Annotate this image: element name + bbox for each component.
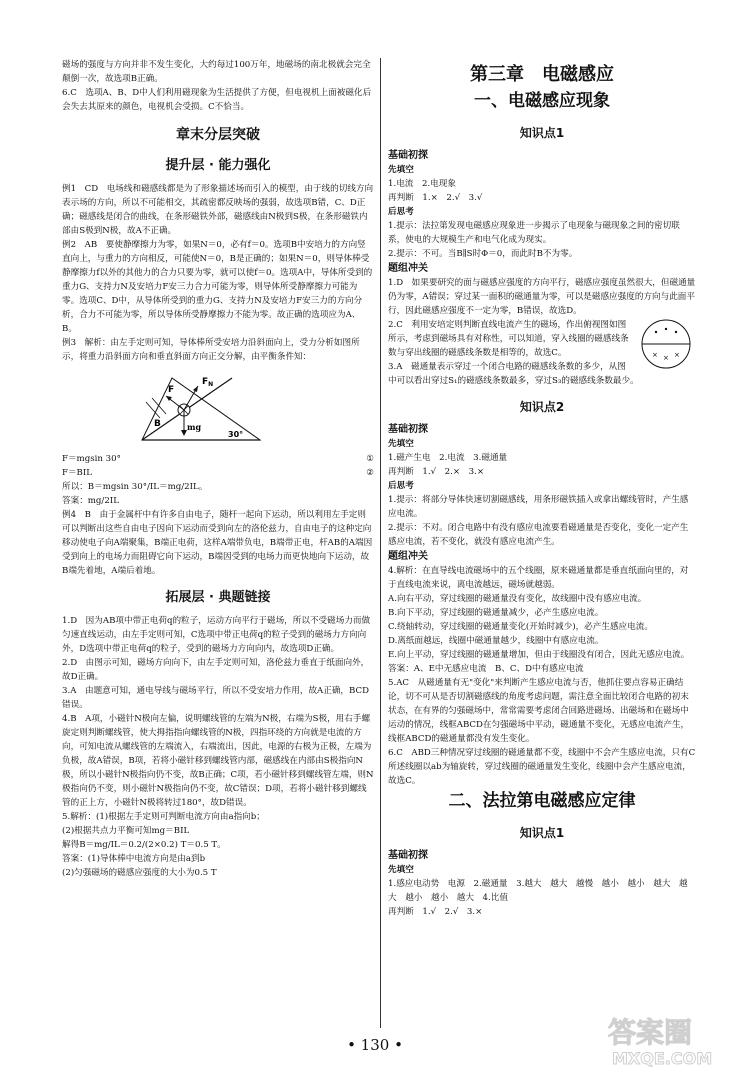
judge-2: 再判断 1.√ 2.× 3.×: [388, 467, 485, 477]
label-f: F: [168, 385, 175, 395]
group2-item-4: C.绕轴转动，穿过线圈的磁通量变化(开始时减少)，必产生感应电流。: [388, 622, 653, 632]
example-1: 例1 CD 电场线和磁感线都是为了形象描述场而引入的模型，由于线的切线方向表示场的方向，所以不可能相交，其疏密都反映场的强弱，故选项B错，C、D正确；磁感线是闭合的曲线，在条形磁铁外部，磁感线由N极到S极，在条形磁铁内部由S极到N极，故A不正确。: [62, 184, 374, 236]
group2-item-5: D.离纸面越远，线圈中磁通量越少，线圈中有感应电流。: [388, 636, 604, 646]
basic-explore-3: 基础初探: [388, 850, 428, 861]
label-angle: 30°: [228, 430, 244, 439]
basic-explore-1: 基础初探: [388, 150, 428, 161]
watermark-logo: [600, 1010, 730, 1070]
group2-item-7: 答案：A、E中无感应电流 B、C、D中有感应电流: [388, 664, 584, 674]
group2-item-9: 6.C ABD三种情况穿过线圈的磁通量都不变，线圈中不会产生感应电流，只有C所述线圈以ab为轴旋转，穿过线圈的磁通量发生变化，线圈中会产生感应电流，故选C。: [388, 748, 696, 786]
column-divider: [380, 58, 381, 1028]
normal-force-arrowhead: [193, 386, 198, 392]
equation-2: F＝BIL: [62, 468, 92, 478]
section-title-review: 章末分层突破: [176, 127, 260, 143]
extend-item-5-answer-1: 答案：(1)导体棒中电流方向是由a到b: [62, 854, 206, 864]
fill-label-1: 先填空: [388, 165, 414, 175]
answer-3: 答案：mg/2IL: [62, 496, 119, 506]
judge-3: 再判断 1.√ 2.√ 3.×: [388, 907, 483, 917]
group2-item-3: B.向下平动，穿过线圈的磁通量减少，必产生感应电流。: [388, 608, 604, 618]
judge-1: 再判断 1.× 2.√ 3.√: [388, 193, 483, 203]
group-practice-1: 题组冲关: [388, 263, 428, 274]
equation-1-row: [62, 452, 374, 466]
label-mg: mg: [187, 422, 202, 432]
think-1-item-2: 2.提示：不可。当B∥S时Φ＝0，而此时B不为零。: [388, 249, 578, 259]
equation-3: 所以：B＝mgsin 30°/IL＝mg/2IL。: [62, 482, 208, 492]
extend-item-4: 4.B A项，小磁针N极向左偏，说明螺线管的左端为N极，右端为S极，用右手螺旋定则判断螺线管，使大拇指指向螺线管的N极，四指环绕的方向就是电流的方向，可知电流从螺线管的左端流入，右端流出，因此，电源的右极为正极，左端为负极，故A错误，B项，若将小磁针移到螺线管内部，磁感线在内部由S极指向N极，所以小磁针N极指向仍不变，故B正确；C项，若小磁针移到螺线管左端，则N极指向仍不变，则小磁针N极指向仍不变，故C错误；D项，若将小磁针移到螺线管的正上方，小磁针N极将转过180°，故D错误。: [62, 714, 374, 808]
right-column: [388, 58, 696, 919]
group2-item-2: A.向右平动，穿过线圈的磁通量没有变化，故线圈中没有感应电流。: [388, 594, 647, 604]
example-3-intro: 例3 解析：由左手定则可知，导体棒所受安培力沿斜面向上，受力分析如图所示，将重力沿斜面方向和垂直斜面方向正交分解，由平衡条件知：: [62, 338, 360, 362]
fill-answers-3: 1.感应电动势 电源 2.磁通量 3.越大 越大 越慢 越小 越小 越大 越大 越小 越小 越大 4.比值: [388, 879, 688, 903]
group2-item-1: 4.解析：在直导线电流磁场中的五个线圈，原来磁通量都是垂直纸面向里的，对于直线电流来说，离电流越远，磁场就越弱。: [388, 566, 689, 590]
svg-text:答案圈: 答案圈: [608, 1016, 693, 1049]
extend-item-5-answer-2: (2)匀强磁场的磁感应强度的大小为0.5 T: [62, 868, 217, 878]
extend-item-5a: 5.解析：(1)根据左手定则可判断电流方向由a指向b；: [62, 812, 265, 822]
fill-label-2: 先填空: [388, 439, 414, 449]
group2-item-6: E.向上平动，穿过线圈的磁通量增加，但由于线圈没有闭合，因此无感应电流。: [388, 650, 690, 660]
think-1-item-1: 1.提示：法拉第发现电磁感应现象进一步揭示了电现象与磁现象之间的密切联系，使电的大规模生产和电气化成为现实。: [388, 221, 680, 245]
svg-text:MXQE.COM: MXQE.COM: [612, 1049, 713, 1068]
subsection-title-extend: 拓展层 · 典题链接: [165, 590, 271, 605]
extend-item-5b: (2)根据共点力平衡可知mg＝BIL: [62, 826, 190, 836]
basic-explore-2: 基础初探: [388, 424, 428, 435]
fill-answers-2: 1.磁产生电 2.电流 3.磁通量: [388, 453, 508, 463]
group-practice-2: 题组冲关: [388, 551, 428, 562]
example-4: 例4 B 由于金属杆中有许多自由电子，随杆一起向下运动，所以利用左手定则可以判断出这些自由电子因向下运动而受到向左的洛伦兹力，自由电子的这种定向移动使电子向A端聚集，B端正电荷，这样A端带负电，B端带正电，杆AB的A端因受到向上的电场力而阻碍它向下运动，B端因受到的电场力而更快地向下运动，故B端先着地，A端后着地。: [62, 510, 373, 576]
group2-item-8: 5.AC 从磁通量有无"变化"来判断产生感应电流与否，他抓住要点容易正确结论，切不可从是否切割磁感线的角度考虑问题，需注意全面比较闭合电路的初末状态，在有界的匀强磁场中，常常需要考虑闭合回路进磁场、出磁场和在磁场中运动的情况，线框ABCD在匀强磁场中平动，磁通量不变化，无感应电流产生，线框ABCD的磁通量都没有发生变化。: [388, 678, 690, 744]
equation-2-row: [62, 466, 374, 480]
group1-item-2: 2.C 利用安培定则判断直线电流产生的磁场，作出俯视图如图所示，考虑到磁场具有对称性，可以知道，穿入线圈的磁感线条数与穿出线圈的磁感线条数是相等的，故选C。: [388, 320, 629, 358]
incline-force-diagram: [132, 368, 272, 448]
fill-answers-1: 1.电流 2.电现象: [388, 179, 456, 189]
equation-1: F＝mgsin 30°: [62, 454, 121, 464]
left-column: [62, 58, 374, 880]
extend-item-3: 3.A 由题意可知，通电导线与磁场平行，所以不受安培力作用，故A正确，BCD错误。: [62, 686, 369, 710]
label-fn: $F_N$: [202, 377, 214, 388]
section-title-1: 一、电磁感应现象: [474, 91, 610, 111]
knowledge-point-3: 知识点1: [519, 826, 565, 840]
fill-label-3: 先填空: [388, 865, 414, 875]
think-label-1: 后思考: [388, 207, 414, 217]
intro-para-1: 磁场的强度与方向并非不发生变化，大约每过100万年，地磁场的南北极就会完全颠倒一次，故选项B正确。: [62, 60, 371, 84]
svg-text:×: ×: [652, 351, 658, 359]
think-label-2: 后思考: [388, 481, 414, 491]
wire-loop-diagram: [636, 318, 696, 370]
equation-2-number: ②: [366, 468, 374, 478]
think-2-item-1: 1.提示：将部分导体快速切割磁感线，用条形磁铁插入或拿出螺线管时，产生感应电流。: [388, 495, 689, 519]
label-b: B: [154, 419, 161, 429]
page-number: • 130 •: [347, 1036, 403, 1054]
equation-1-number: ①: [366, 454, 374, 464]
intro-para-2: 6.C 选项A、B、D中人们利用磁现象为生活提供了方便，但电视机上面被磁化后会失去其原来的颜色，电视机会受损。C不恰当。: [62, 88, 372, 112]
svg-text:×: ×: [663, 354, 669, 362]
knowledge-point-1: 知识点1: [519, 126, 565, 140]
extend-item-2: 2.D 由图示可知，磁场方向向下，由左手定则可知，洛伦兹力垂直于纸面向外，故D正确。: [62, 658, 370, 682]
think-2-item-2: 2.提示：不对。闭合电路中有没有感应电流要看磁通量是否变化，变化一定产生感应电流，若不变化，就没有感应电流产生。: [388, 523, 689, 547]
group1-item-1: 1.D 如果要研究的面与磁感应强度的方向平行，磁感应强度虽然很大，但磁通量仍为零，A错误；穿过某一面积的磁通量为零，可以是磁感应强度的方向与此面平行，因此磁感应强度不一定为零，B错误，故选D。: [388, 278, 696, 316]
subsection-title-improve: 提升层 · 能力强化: [165, 158, 271, 173]
example-2: 例2 AB 要使静摩擦力为零，如果N＝0，必有f＝0。选项B中安培力的方向竖直向上，与重力的方向相反，可能使N＝0，B是正确的；如果N＝0，则导体棒受静摩擦力f以外的其他力的合力只要为零，就可以使f＝0。选项A中，导体所受到的重力G、支持力N及安培力F安三力合力可能为零，则导体所受静摩擦力可能为零。选项C、D中，从导体所受到的重力G、支持力N及安培力F安三力的方向分析，合力不可能为零，所以导体所受静摩擦力不能为零。故正确的选项应为A、B。: [62, 240, 373, 334]
group1-item-3: 3.A 磁通量表示穿过一个闭合电路的磁感线条数的多少，从图中可以看出穿过S₁的磁感线条数最多，穿过S₃的磁感线条数最少。: [388, 362, 639, 386]
svg-text:×: ×: [674, 351, 680, 359]
chapter-title: 第三章 电磁感应: [470, 64, 614, 85]
extend-item-1: 1.D 因为AB项中带正电荷q的粒子，运动方向平行于磁场，所以不受磁场力而做匀速直线运动，由左手定则可知，C选项中带正电荷q的粒子受到的磁场力方向向外，D选项中带正电荷q的粒子，受到的磁场力方向向内，故选项D正确。: [62, 616, 371, 654]
knowledge-point-2: 知识点2: [519, 400, 565, 414]
section-title-2: 二、法拉第电磁感应定律: [448, 791, 636, 811]
extend-item-5c: 解得B＝mg/IL＝0.2/(2×0.2) T＝0.5 T。: [62, 840, 226, 850]
